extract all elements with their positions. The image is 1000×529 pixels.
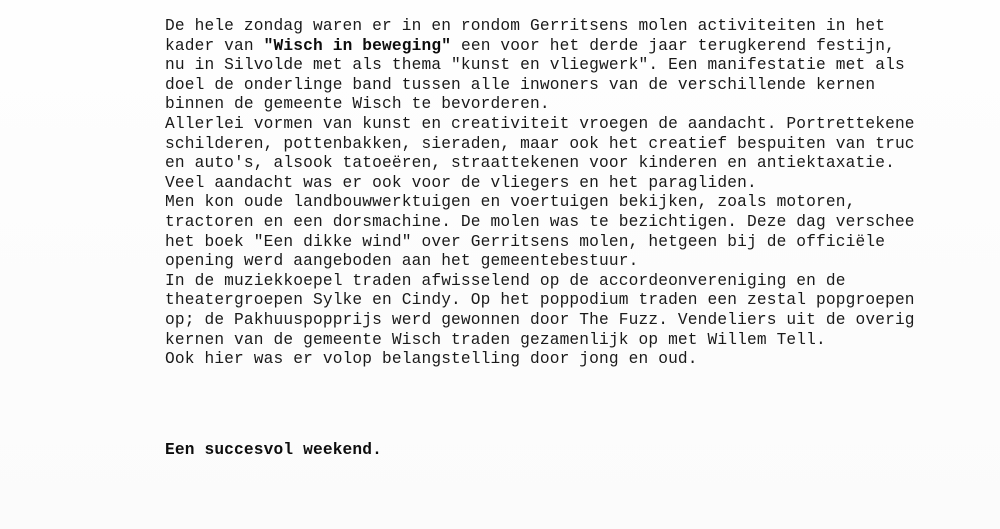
text-line-12: het boek "Een dikke wind" over Gerritsens molen, hetgeen bij de officiële	[165, 232, 886, 251]
text-line-9: Veel aandacht was er ook voor de vliegers en het paragliden.	[165, 173, 757, 192]
text-line-5: binnen de gemeente Wisch te bevorderen.	[165, 95, 550, 114]
text-line-16: op; de Pakhuuspopprijs werd gewonnen door The Fuzz. Vendeliers uit de overig	[165, 310, 915, 329]
text-line-10: Men kon oude landbouwwerktuigen en voertuigen bekijken, zoals motoren,	[165, 193, 856, 212]
text-line-11: tractoren en een dorsmachine. De molen was te bezichtigen. Deze dag verschee	[165, 212, 915, 231]
article-body	[165, 17, 1000, 370]
text-line-4: doel de onderlinge band tussen alle inwoners van de verschillende kernen	[165, 75, 876, 94]
text-line-2	[165, 37, 1000, 57]
event-title-text: Wisch in beweging	[273, 36, 442, 55]
text-line-1: De hele zondag waren er in en rondom Gerritsens molen activiteiten in het	[165, 17, 886, 35]
text-line-18: Ook hier was er volop belangstelling door jong en oud.	[165, 350, 698, 369]
text-line-7: schilderen, pottenbakken, sieraden, maar ook het creatief bespuiten van truc	[165, 134, 915, 153]
text-line-3: nu in Silvolde met als thema "kunst en vliegwerk". Een manifestatie met als	[165, 56, 905, 75]
text-line-14: In de muziekkoepel traden afwisselend op de accordeonvereniging en de	[165, 271, 846, 290]
text-line-13: opening werd aangeboden aan het gemeentebestuur.	[165, 252, 639, 271]
event-title: "Wisch in beweging"	[263, 36, 452, 55]
text-line-8: en auto's, alsook tatoeëren, straattekenen voor kinderen en antiektaxatie.	[165, 154, 895, 173]
text-line-17: kernen van de gemeente Wisch traden gezamenlijk op met Willem Tell.	[165, 330, 826, 349]
text-line-2-start: kader van	[165, 36, 264, 55]
closing-line: Een succesvol weekend.	[165, 441, 383, 459]
text-line-6: Allerlei vormen van kunst en creativiteit vroegen de aandacht. Portrettekene	[165, 114, 915, 133]
text-line-2-end: een voor het derde jaar terugkerend festijn,	[451, 36, 895, 55]
text-line-15: theatergroepen Sylke en Cindy. Op het poppodium traden een zestal popgroepen	[165, 291, 915, 310]
